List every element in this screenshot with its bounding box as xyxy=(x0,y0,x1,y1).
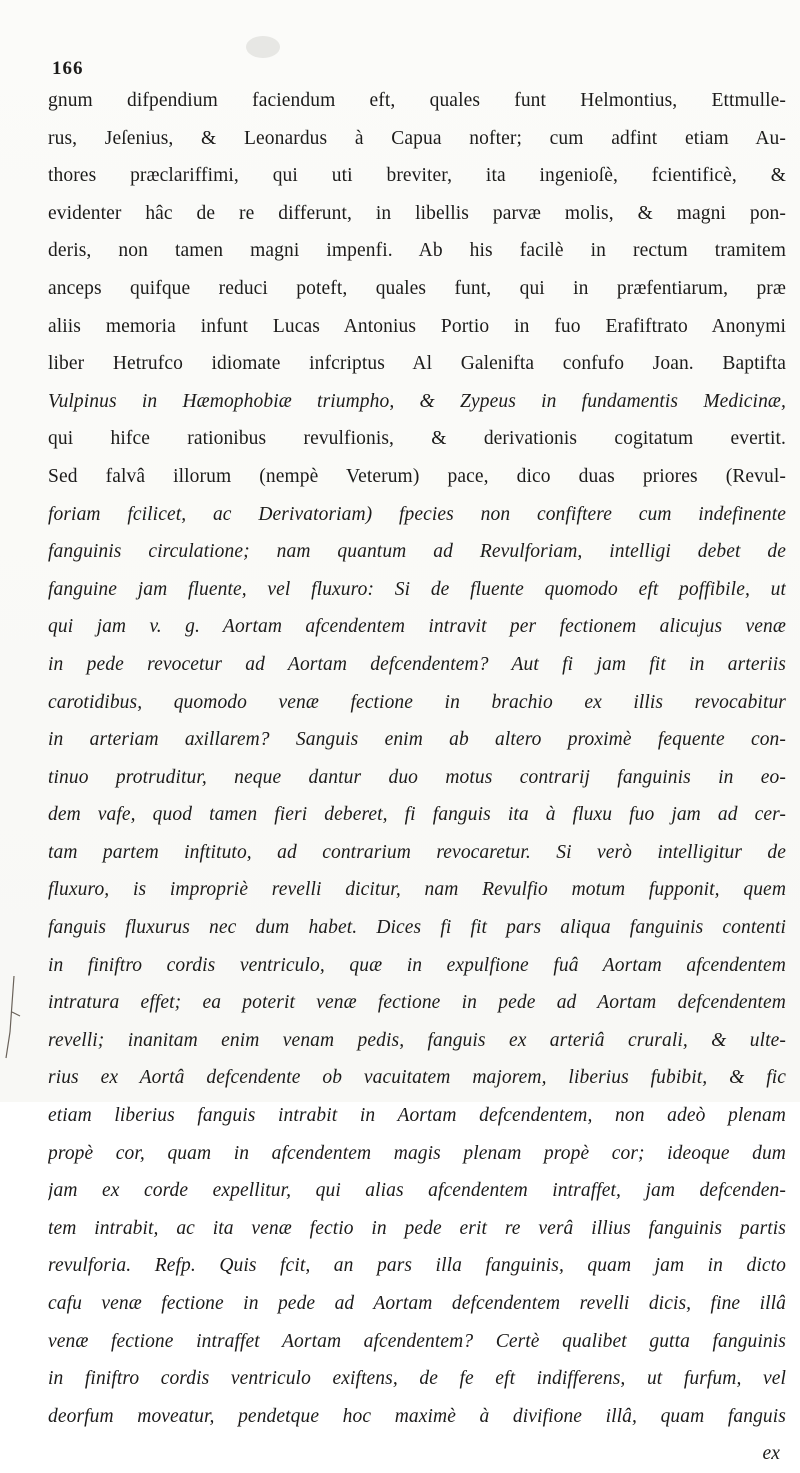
text-line: revulforia. Refp. Quis fcit, an pars illa fanguinis, quam jam in dicto xyxy=(48,1255,786,1277)
text-line: in finiftro cordis ventriculo exiftens, de fe eft indifferens, ut furfum, vel xyxy=(48,1368,786,1390)
text-line: ex xyxy=(762,1443,780,1465)
text-line: qui hifce rationibus revulfionis, & derivationis cogitatum evertit. xyxy=(48,428,786,450)
text-line: tem intrabit, ac ita venæ fectio in pede erit re verâ illius fanguinis partis xyxy=(48,1217,786,1239)
text-line: venæ fectione intraffet Aortam afcendentem? Certè qualibet gutta fanguinis xyxy=(48,1330,786,1352)
text-line: dem vafe, quod tamen fieri deberet, fi fanguis ita à fluxu fuo jam ad cer- xyxy=(48,804,786,826)
margin-pen-mark xyxy=(0,972,30,1062)
text-line: deris, non tamen magni impenfi. Ab his facilè in rectum tramitem xyxy=(48,240,786,262)
text-line: fanguis fluxurus nec dum habet. Dices fi fit pars aliqua fanguinis contenti xyxy=(48,917,786,939)
page-number: 166 xyxy=(52,58,84,79)
text-line: jam ex corde expellitur, qui alias afcendentem intraffet, jam defcenden- xyxy=(48,1180,786,1202)
body-text xyxy=(48,82,788,1473)
text-line: fanguine jam fluente, vel fluxuro: Si de fluente quomodo eft poffibile, ut xyxy=(48,578,786,600)
text-line: propè cor, quam in afcendentem magis plenam propè cor; ideoque dum xyxy=(48,1142,786,1164)
text-line: deorfum moveatur, pendetque hoc maximè à divifione illâ, quam fanguis xyxy=(48,1405,786,1427)
text-line: aliis memoria infunt Lucas Antonius Portio in fuo Erafiftrato Anonymi xyxy=(48,315,786,337)
text-line: intratura effet; ea poterit venæ fectione in pede ad Aortam defcendentem xyxy=(48,992,786,1014)
text-line: anceps quifque reduci poteft, quales funt, qui in præfentiarum, præ xyxy=(48,277,786,299)
text-line: cafu venæ fectione in pede ad Aortam defcendentem revelli dicis, fine illâ xyxy=(48,1293,786,1314)
text-line: in pede revocetur ad Aortam defcendentem? Aut fi jam fit in arteriis xyxy=(48,653,786,675)
ink-smudge xyxy=(246,36,280,58)
text-line: Sed falvâ illorum (nempè Veterum) pace, dico duas priores (Revul- xyxy=(48,465,786,487)
text-line: etiam liberius fanguis intrabit in Aortam defcendentem, non adeò plenam xyxy=(48,1105,786,1127)
text-line: gnum difpendium faciendum eft, quales funt Helmontius, Ettmulle- xyxy=(48,90,786,111)
text-line: in finiftro cordis ventriculo, quæ in expulfione fuâ Aortam afcendentem xyxy=(48,954,786,976)
text-line: Vulpinus in Hæmophobiæ triumpho, & Zypeus in fundamentis Medicinæ, xyxy=(48,390,786,412)
text-line: rus, Jeſenius, & Leonardus à Capua nofter; cum adfint etiam Au- xyxy=(48,127,786,149)
text-line: fanguinis circulatione; nam quantum ad Revulforiam, intelligi debet de xyxy=(48,541,786,563)
text-line: tam partem inftituto, ad contrarium revocaretur. Si verò intelligitur de xyxy=(48,841,786,863)
text-line: revelli; inanitam enim venam pedis, fanguis ex arteriâ crurali, & ulte- xyxy=(48,1029,786,1051)
text-line: tinuo protruditur, neque dantur duo motus contrarij fanguinis in eo- xyxy=(48,766,786,788)
text-line: thores præclariffimi, qui uti breviter, ita ingenioſè, fcientificè, & xyxy=(48,165,786,187)
text-line: rius ex Aortâ defcendente ob vacuitatem majorem, liberius fubibit, & fic xyxy=(48,1067,786,1089)
text-line: foriam fcilicet, ac Derivatoriam) fpecies non confiftere cum indefinente xyxy=(48,503,786,525)
text-line: evidenter hâc de re differunt, in libellis parvæ molis, & magni pon- xyxy=(48,202,786,224)
text-line: carotidibus, quomodo venæ fectione in brachio ex illis revocabitur xyxy=(48,691,786,713)
text-line: fluxuro, is impropriè revelli dicitur, nam Revulfio motum fupponit, quem xyxy=(48,879,786,901)
text-line: liber Hetrufco idiomate infcriptus Al Galenifta confufo Joan. Baptifta xyxy=(48,353,786,375)
text-line: in arteriam axillarem? Sanguis enim ab altero proximè fequente con- xyxy=(48,729,786,751)
text-line: qui jam v. g. Aortam afcendentem intravit per fectionem alicujus venæ xyxy=(48,616,786,638)
